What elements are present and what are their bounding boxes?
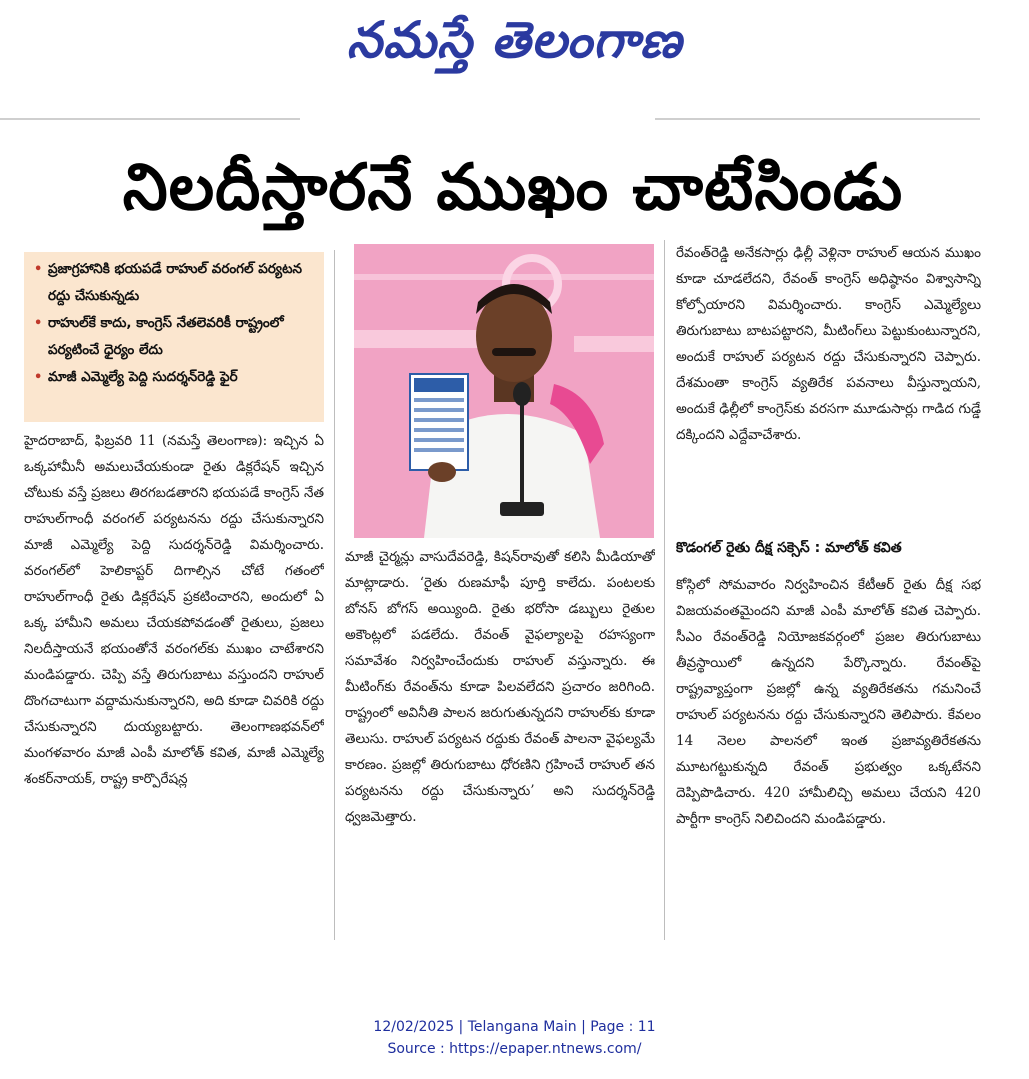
footer-edition-info: 12/02/2025 | Telangana Main | Page : 11 [373, 1019, 656, 1035]
bullet-icon: • [34, 262, 43, 277]
article-column-1 [24, 428, 324, 948]
column-divider [664, 240, 665, 940]
highlights-box [24, 252, 324, 422]
highlight-text: మాజీ ఎమ్మెల్యే పెద్ది సుదర్శన్‌రెడ్డి ఫైర్ [48, 369, 238, 385]
newspaper-masthead: నమస్తే తెలంగాణ [346, 10, 683, 69]
masthead-rule-left [0, 118, 300, 120]
column-divider [334, 250, 335, 940]
article-photo [354, 244, 654, 538]
bullet-icon: • [34, 316, 43, 331]
article-paragraph: రేవంత్‌రెడ్డి అనేకసార్లు ఢిల్లీ వెళ్లినా రాహుల్ ఆయన ముఖం కూడా చూడలేదని, రేవంత్ కాంగ్రెస్ అధిష్ఠానం విశ్వాసాన్ని కోల్పోయారని విమర్శించారు. కాంగ్రెస్ ఎమ్మెల్యేలు తిరుగుబాటు బాటపట్టారని, మీటింగ్‌లు పెట్టుకుంటున్నారని, అందుకే రాహుల్ పర్యటన రద్దు చేసుకున్నారని చెప్పారు. దేశమంతా కాంగ్రెస్ వ్యతిరేక పవనాలు వీస్తున్నాయని, అందుకే ఢిల్లీలో కాంగ్రెస్‌కు వరసగా మూడుసార్లు గాడిద గుడ్డే దక్కిందని ఎద్దేవాచేశారు. [676, 245, 981, 443]
highlight-item [34, 310, 318, 364]
speaker-photo-illustration [354, 244, 654, 538]
article-column-3 [676, 240, 981, 520]
highlight-text: రాహుల్‌కే కాదు, కాంగ్రెస్ నేతలెవరికీ రాష్ట్రంలో పర్యటించే ధైర్యం లేదు [48, 315, 284, 358]
article-paragraph: మాజీ చైర్మన్లు వాసుదేవరెడ్డి, కిషన్‌రావుతో కలిసి మీడియాతో మాట్లాడారు. ‘రైతు రుణమాఫీ పూర్తి కాలేదు. పంటలకు బోనస్ బోగస్ అయ్యింది. రైతు భరోసా డబ్బులు రైతుల అకౌంట్లలో పడలేదు. రేవంత్ వైఫల్యాలపై రహస్యంగా సమావేశం నిర్వహించేందుకు రాహుల్ వస్తున్నారు. ఈ మీటింగ్‌కు రేవంత్‌ను కూడా పిలవలేదని ప్రచారం జరిగింది. రాష్ట్రంలో అవినీతి పాలన జరుగుతున్నదని రాహుల్‌కు కూడా తెలుసు. రాహుల్ పర్యటన రద్దుకు రేవంత్ పాలనా వైఫల్యమే కారణం. ప్రజల్లో తిరుగుబాటు ధోరణిని గ్రహించే రాహుల్ తన పర్యటనను రద్దు చేసుకున్నారు’ అని సుదర్శన్‌రెడ్డి ధ్వజమెత్తారు. [345, 549, 655, 825]
page-footer [0, 1016, 1029, 1060]
article-paragraph: హైదరాబాద్, ఫిబ్రవరి 11 (నమస్తే తెలంగాణ): ఇచ్చిన ఏ ఒక్కహామీనీ అమలుచేయకుండా రైతు డిక్లరేషన్ ఇచ్చిన చోటుకు వస్తే ప్రజలు తిరగబడతారని భయపడే కాంగ్రెస్ నేత రాహుల్‌గాంధీ వరంగల్ పర్యటనను రద్దు చేసుకున్నారని మాజీ ఎమ్మెల్యే పెద్ది సుదర్శన్‌రెడ్డి విమర్శించారు. వరంగల్‌లో హెలికాప్టర్ దిగాల్సిన చోటే గతంలో రాహుల్‌గాంధీ రైతు డిక్లరేషన్ ప్రకటించారని, అందులో ఏ ఒక్క హామీని అమలు చేయకపోవడంతో రైతులు, ప్రజలు నిలదీస్తాయనే భయంతోనే వరంగల్‌కు ముఖం చాటేశారని మండిపడ్డారు. చెప్పి వస్తే తిరుగుబాటు వస్తుందని రాహుల్ దొంగచాటుగా వద్దామనుకున్నారని, అది కూడా చివరికి రద్దు చేసుకున్నారని దుయ్యబట్టారు. తెలంగాణభవన్‌లో మంగళవారం మాజీ ఎంపీ మాలోత్ కవిత, మాజీ ఎమ్మెల్యే శంకర్‌నాయక్, రాష్ట్ర కార్పొరేషన్ల [24, 433, 324, 787]
footer-source-link[interactable]: Source : https://epaper.ntnews.com/ [387, 1041, 642, 1057]
article-column-3-continued [676, 572, 981, 942]
article-subheading: కొడంగల్ రైతు దీక్ష సక్సెస్ : మాలోత్ కవిత [676, 540, 902, 556]
highlight-text: ప్రజాగ్రహానికి భయపడే రాహుల్ వరంగల్ పర్యటన రద్దు చేసుకున్నడు [48, 261, 302, 304]
article-headline: నిలదీస్తారనే ముఖం చాటేసిండు [122, 151, 904, 225]
masthead-rule-right [655, 118, 980, 120]
bullet-icon: • [34, 370, 43, 385]
article-column-2 [345, 544, 655, 944]
highlight-item [34, 364, 318, 391]
highlight-item [34, 256, 318, 310]
article-paragraph: కోస్గిలో సోమవారం నిర్వహించిన కేటీఆర్ రైతు దీక్ష సభ విజయవంతమైందని మాజీ ఎంపీ మాలోత్ కవిత చెప్పారు. సీఎం రేవంత్‌రెడ్డి నియోజకవర్గంలో ప్రజల తిరుగుబాటు తీవ్రస్థాయిలో ఉన్నదని పేర్కొన్నారు. రేవంత్‌పై రాష్ట్రవ్యాప్తంగా ప్రజల్లో ఉన్న వ్యతిరేకతను గమనించే రాహుల్ పర్యటనను రద్దు చేసుకున్నారని తెలిపారు. కేవలం 14 నెలల పాలనలో ఇంత ప్రజావ్యతిరేకతను మూటగట్టుకున్నది రేవంత్ ప్రభుత్వం ఒక్కటేనని దెప్పిపొడిచారు. 420 హామీలిచ్చి అమలు చేయని 420 పార్టీగా కాంగ్రెస్ నిలిచిందని మండిపడ్డారు. [676, 577, 981, 827]
